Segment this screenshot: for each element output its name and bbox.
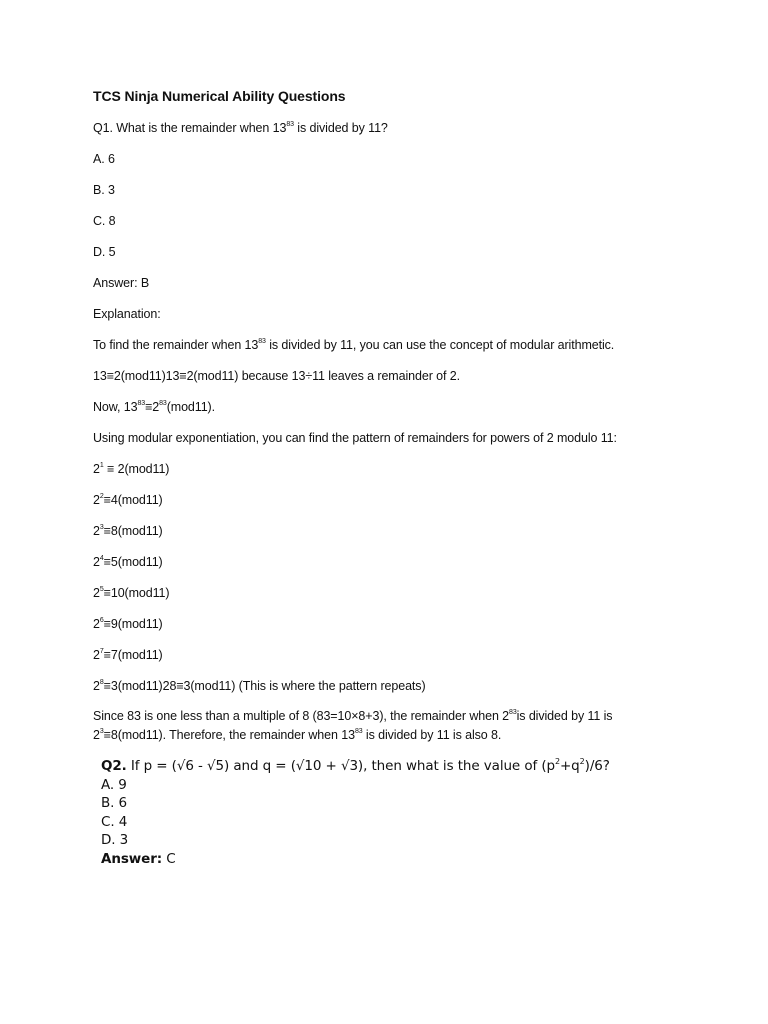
conclusion-text: Since 83 is one less than a multiple of 8 (83=10×8+3), the remainder when 2 (93, 709, 510, 723)
q1-question-suffix: is divided by 11? (293, 121, 388, 135)
power-result: ≡9(mod11) (103, 617, 163, 631)
power-exponent: 4 (99, 555, 104, 562)
now-exponent-2: 83 (159, 400, 167, 407)
conclusion-line-2 (93, 727, 501, 743)
q2-question-suffix: )/6? (584, 758, 610, 774)
q2-option-a: A. 9 (101, 777, 127, 793)
now-suffix: (mod11). (166, 400, 215, 414)
now-text: Now, 13 (93, 400, 138, 414)
congruence-line: 13≡2(mod11)13≡2(mod11) because 13÷11 leaves a remainder of 2. (93, 369, 460, 383)
power-result: ≡4(mod11) (103, 493, 163, 507)
power-base: 2 (93, 679, 100, 693)
explanation-label: Explanation: (93, 307, 161, 321)
power-exponent: 7 (99, 648, 104, 655)
power-exponent: 6 (99, 617, 104, 624)
power-base: 2 (93, 555, 100, 569)
power-line (93, 492, 163, 508)
power-base: 2 (93, 493, 100, 507)
power-line (93, 647, 163, 663)
q2-exponent-2: 2 (579, 757, 585, 766)
power-line (93, 616, 163, 632)
power-line (93, 461, 169, 477)
power-line (93, 678, 426, 694)
explanation-intro (93, 337, 614, 353)
q2-option-d: D. 3 (101, 832, 129, 848)
conclusion-base: 2 (93, 728, 100, 742)
pattern-intro: Using modular exponentiation, you can find the pattern of remainders for powers of 2 modulo 11: (93, 431, 617, 445)
q1-option-c: C. 8 (93, 214, 116, 228)
power-line (93, 554, 163, 570)
power-exponent: 1 (99, 462, 104, 469)
power-base: 2 (93, 462, 100, 476)
q2-label: Q2. (101, 758, 127, 774)
now-line (93, 399, 215, 415)
power-base: 2 (93, 586, 100, 600)
power-line (93, 523, 163, 539)
q2-answer-value: C (162, 851, 176, 867)
q2-question-text: If p = (√6 - √5) and q = (√10 + √3), then what is the value of (p (126, 758, 555, 774)
power-result: ≡ 2(mod11) (103, 462, 170, 476)
q2-answer-label: Answer: (101, 851, 163, 867)
q1-answer: Answer: B (93, 276, 150, 290)
power-result: ≡3(mod11)28≡3(mod11) (This is where the pattern repeats) (103, 679, 426, 693)
conclusion-suffix: is divided by 11 is (516, 709, 613, 723)
conclusion-text: ≡8(mod11). Therefore, the remainder when 13 (103, 728, 355, 742)
q2-answer (101, 850, 176, 869)
explanation-intro-suffix: is divided by 11, you can use the concept of modular arithmetic. (265, 338, 615, 352)
q1-option-a: A. 6 (93, 152, 115, 166)
now-exponent-1: 83 (137, 400, 146, 407)
power-result: ≡5(mod11) (103, 555, 163, 569)
power-result: ≡8(mod11) (103, 524, 163, 538)
conclusion-line-1 (93, 708, 612, 724)
power-base: 2 (93, 617, 100, 631)
q2-question (101, 757, 610, 776)
q1-option-d: D. 5 (93, 245, 116, 259)
q1-exponent: 83 (286, 121, 294, 128)
power-exponent: 5 (99, 586, 104, 593)
power-result: ≡10(mod11) (103, 586, 170, 600)
explanation-intro-text: To find the remainder when 13 (93, 338, 259, 352)
q2-option-c: C. 4 (101, 814, 128, 830)
q2-option-b: B. 6 (101, 795, 128, 811)
document-title: TCS Ninja Numerical Ability Questions (93, 88, 346, 104)
power-line (93, 585, 169, 601)
conclusion-suffix: is divided by 11 is also 8. (362, 728, 502, 742)
q1-question-text: Q1. What is the remainder when 13 (93, 121, 287, 135)
q1-question (93, 120, 388, 136)
conclusion-exponent: 83 (509, 709, 517, 716)
power-exponent: 2 (99, 493, 104, 500)
explanation-intro-exponent: 83 (258, 338, 266, 345)
q2-question-middle: +q (559, 758, 580, 774)
power-base: 2 (93, 524, 100, 538)
power-exponent: 8 (99, 679, 104, 686)
now-middle: ≡2 (145, 400, 160, 414)
power-result: ≡7(mod11) (103, 648, 163, 662)
power-exponent: 3 (99, 524, 104, 531)
power-base: 2 (93, 648, 100, 662)
conclusion-exponent: 3 (99, 728, 104, 735)
q2-exponent-1: 2 (554, 757, 560, 766)
conclusion-exponent-2: 83 (354, 728, 363, 735)
q1-option-b: B. 3 (93, 183, 115, 197)
